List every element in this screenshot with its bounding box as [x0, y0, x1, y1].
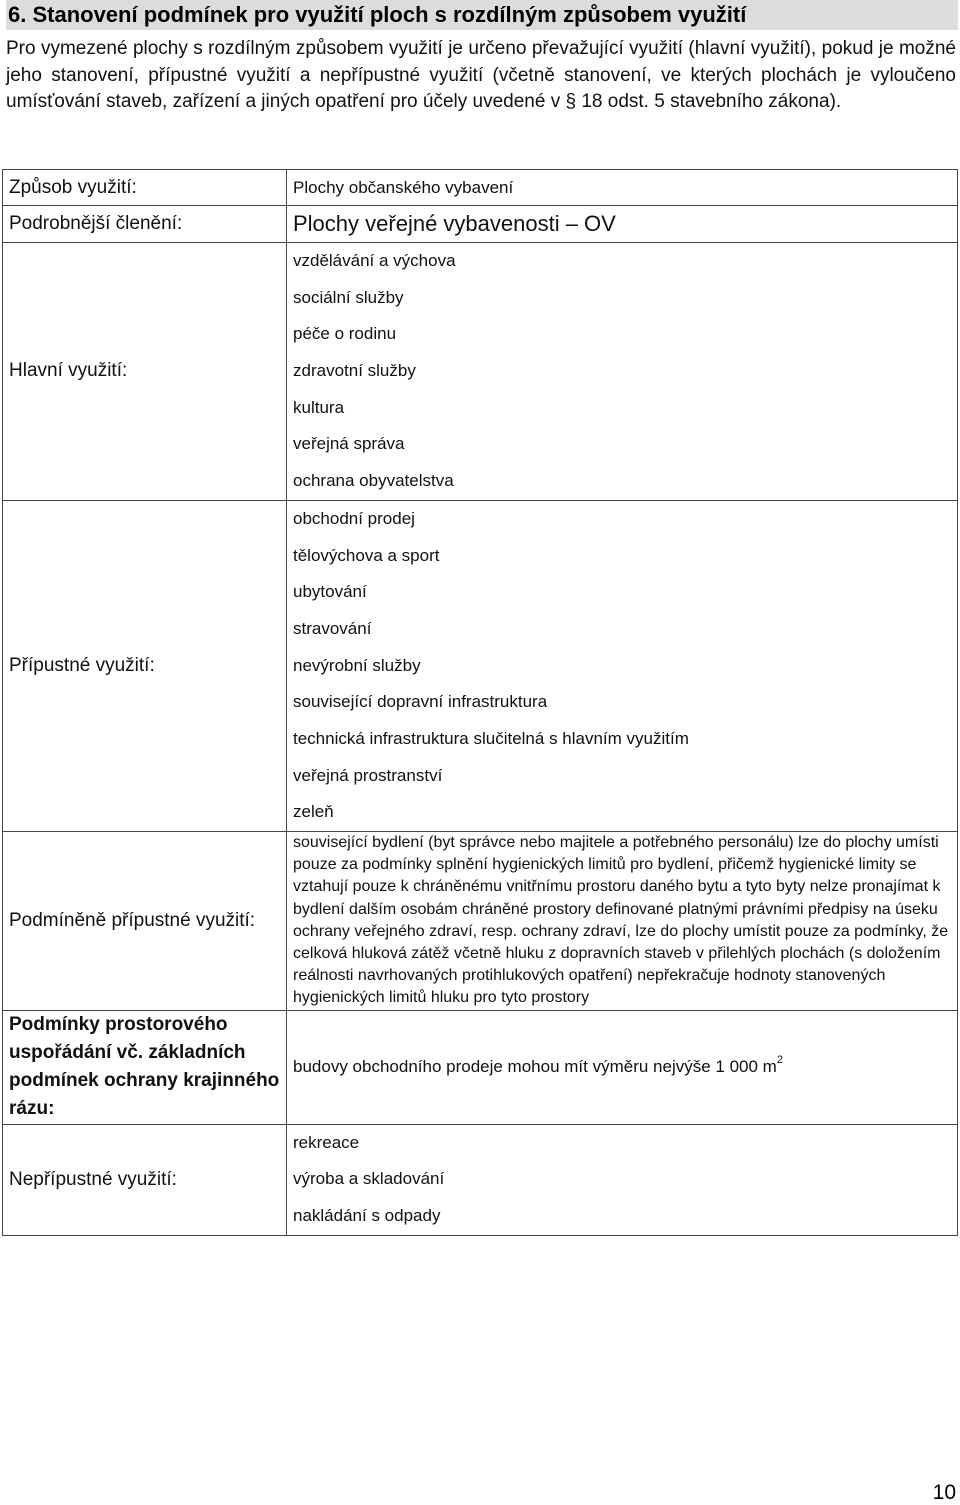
row-podminene — [3, 832, 958, 1011]
list-item: péče o rodinu — [293, 324, 397, 344]
list-item: rekreace — [293, 1132, 360, 1152]
label-podminene: Podmíněně přípustné využití: — [3, 832, 287, 1011]
list-item: veřejná prostranství — [293, 765, 443, 785]
list-item: zeleň — [293, 802, 334, 822]
label-zpusob: Způsob využití: — [3, 170, 287, 206]
list-item: technická infrastruktura slučitelná s hlavním využitím — [293, 728, 689, 748]
value-hlavni — [287, 243, 958, 501]
list-item: ochrana obyvatelstva — [293, 471, 454, 491]
value-prostorove — [287, 1010, 958, 1124]
label-prostorove: Podmínky prostorového uspořádání vč. základních podmínek ochrany krajinného rázu: — [3, 1010, 287, 1124]
list-item: nakládání s odpady — [293, 1206, 441, 1225]
row-zpusob — [3, 170, 958, 206]
list-item: kultura — [293, 397, 345, 417]
building-area-limit: budovy obchodního prodeje mohou mít výměru nejvýše 1 000 $m^2$ — [293, 1053, 783, 1077]
list-item: stravování — [293, 618, 372, 638]
value-zpusob: Plochy občanského vybavení — [287, 170, 958, 206]
land-use-table — [2, 169, 958, 1236]
page-number: 10 — [932, 1481, 956, 1504]
list-item: obchodní prodej — [293, 508, 415, 528]
list-item: vzdělávání a výchova — [293, 251, 456, 270]
conditional-use-text: související bydlení (byt správce nebo majitele a potřebného personálu) lze do plochy umísti pouze za podmínky splnění hygienických limitů pro bydlení, přičemž hygienické limity se vztahují pouze k chráněnému vnitřnímu prostoru daného bytu a tyto byty nelze pronajímat k bydlení dalším osobám chráněné prostory definované platnými právními předpisy na úseku ochrany veřejného zdraví, resp. ochrany zdraví, lze do plochy umístit pouze za podmínky, že celková hluková zátěž včetně hluku z dopravních staveb v přilehlých plochách (s doložením reálnosti navrhovaných protihlukových opatření) nepřekračuje hodnoty stanovených hygienických limitů hluku pro tyto prostory — [293, 834, 949, 1007]
list-item: sociální služby — [293, 287, 404, 307]
label-nepripustne: Nepřípustné využití: — [3, 1124, 287, 1235]
value-podminene — [287, 832, 958, 1011]
value-nepripustne — [287, 1124, 958, 1235]
value-cleneni: Plochy veřejné vybavenosti – OV — [287, 206, 958, 243]
list-item: nevýrobní služby — [293, 655, 421, 675]
label-hlavni: Hlavní využití: — [3, 243, 287, 501]
row-nepripustne — [3, 1124, 958, 1235]
list-item: tělovýchova a sport — [293, 545, 440, 565]
row-prostorove — [3, 1010, 958, 1124]
section-title: 6. Stanovení podmínek pro využití ploch s rozdílným způsobem využití — [6, 0, 958, 30]
list-item: veřejná správa — [293, 434, 405, 454]
label-pripustne: Přípustné využití: — [3, 500, 287, 831]
row-cleneni — [3, 206, 958, 243]
row-hlavni — [3, 243, 958, 501]
list-item: výroba a skladování — [293, 1169, 445, 1189]
value-pripustne — [287, 500, 958, 831]
list-item: zdravotní služby — [293, 361, 416, 381]
label-cleneni: Podrobnější členění: — [3, 206, 287, 243]
list-item: ubytování — [293, 582, 367, 602]
list-item: související dopravní infrastruktura — [293, 692, 548, 712]
row-pripustne — [3, 500, 958, 831]
section-intro: Pro vymezené plochy s rozdílným způsobem využití je určeno převažující využití (hlavní využití), pokud je možné jeho stanovení, přípustné využití a nepřípustné využití (včetně stanovení, ve kterých plochách je vyloučeno umísťování staveb, zařízení a jiných opatření pro účely uvedené v § 18 odst. 5 stavebního zákona). — [6, 38, 956, 112]
